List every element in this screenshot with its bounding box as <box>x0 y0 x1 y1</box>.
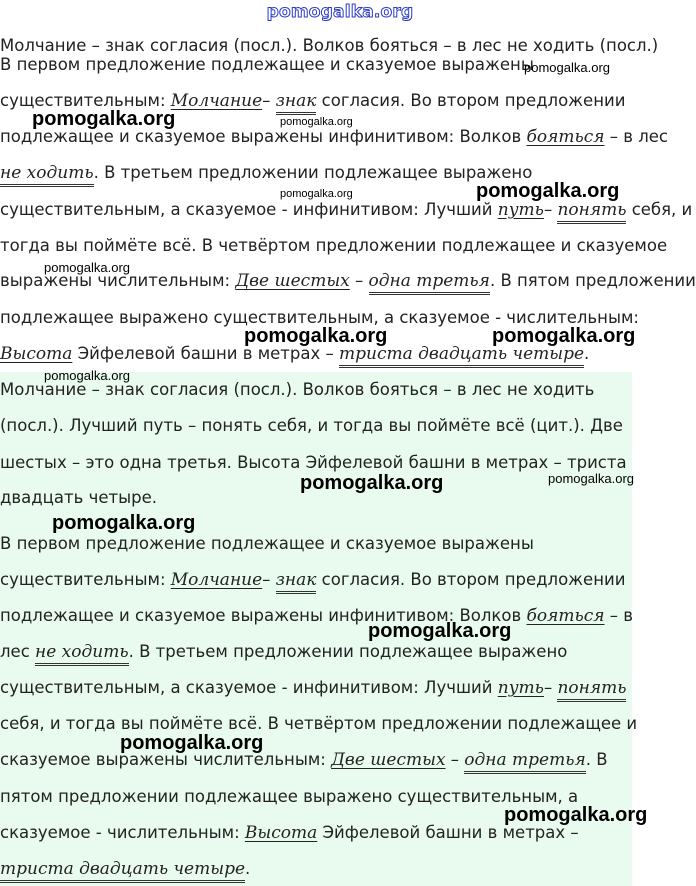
watermark: pomogalka.org <box>476 180 620 202</box>
watermark: pomogalka.org <box>244 325 388 347</box>
predicate: понять <box>557 200 626 224</box>
text-line: существительным: Молчание– знак согласия. Во втором предложении <box>0 91 625 111</box>
predicate: триста двадцать четыре <box>339 344 584 368</box>
text-line: пятом предложении подлежащее выражено существительным, а <box>0 787 579 806</box>
predicate: бояться <box>526 606 605 626</box>
predicate: знак <box>276 570 317 594</box>
text-line: Высота Эйфелевой башни в метрах – триста двадцать четыре. <box>0 344 589 364</box>
text-line: шестых – это одна третья. Высота Эйфелевой башни в метрах – триста <box>0 453 627 472</box>
watermark: pomogalka.org <box>44 368 130 383</box>
subject: Две шестых <box>235 271 350 291</box>
watermark: pomogalka.org <box>280 116 353 128</box>
subject: Молчание <box>170 570 263 590</box>
subject: Высота <box>0 344 73 364</box>
subject: Высота <box>244 823 318 843</box>
subject: путь <box>497 678 544 698</box>
text-line: подлежащее и сказуемое выражены инфинитивом: Волков бояться – в лес <box>0 127 668 147</box>
subject: Две шестых <box>331 750 446 770</box>
text-line: лес не ходить. В третьем предложении подлежащее выражено <box>0 642 567 662</box>
text-line: (посл.). Лучший путь – понять себя, и тогда вы поймёте всё (цит.). Две <box>0 416 623 435</box>
text-line: сказуемое выражены числительным: Две шестых – одна третья. В <box>0 750 608 770</box>
text-line: двадцать четыре. <box>0 488 157 507</box>
watermark: pomogalka.org <box>32 108 176 130</box>
text-line: существительным, а сказуемое - инфинитивом: Лучший путь– понять <box>0 678 626 698</box>
predicate: триста двадцать четыре <box>0 859 245 883</box>
text-line: существительным, а сказуемое - инфинитивом: Лучший путь– понять себя, и <box>0 200 692 220</box>
text-line: триста двадцать четыре. <box>0 859 250 879</box>
predicate: знак <box>276 91 317 115</box>
predicate: бояться <box>526 127 605 147</box>
text-line: существительным: Молчание– знак согласия. Во втором предложении <box>0 570 625 590</box>
watermark: pomogalka.org <box>120 732 264 754</box>
predicate: одна третья <box>369 271 490 295</box>
text-line: В первом предложение подлежащее и сказуемое выражены <box>0 534 534 553</box>
text-line: тогда вы поймёте всё. В четвёртом предложении подлежащее и сказуемое <box>0 236 668 255</box>
text-line: В первом предложение подлежащее и сказуемое выражены <box>0 55 534 74</box>
text-line: выражены числительным: Две шестых – одна третья. В пятом предложении <box>0 271 696 291</box>
watermark: pomogalka.org <box>504 804 648 826</box>
text-line: подлежащее и сказуемое выражены инфинитивом: Волков бояться – в <box>0 606 633 626</box>
watermark: pomogalka.org <box>44 260 130 275</box>
cut-off-line: Молчание – знак согласия (посл.). Волков бояться – в лес не ходить (посл.) <box>0 36 659 55</box>
text-line: сказуемое - числительным: Высота Эйфелевой башни в метрах – <box>0 823 579 843</box>
predicate: одна третья <box>464 750 585 774</box>
watermark: pomogalka.org <box>280 188 353 200</box>
watermark: pomogalka.org <box>300 472 444 494</box>
predicate: не ходить <box>35 642 129 666</box>
text-line: Молчание – знак согласия (посл.). Волков бояться – в лес не ходить <box>0 380 595 399</box>
subject: путь <box>497 200 544 220</box>
watermark: pomogalka.org <box>52 512 196 534</box>
text-line: не ходить. В третьем предложении подлежащее выражено <box>0 163 532 183</box>
watermark: pomogalka.org <box>524 60 610 75</box>
predicate: не ходить <box>0 163 94 187</box>
predicate: понять <box>557 678 626 702</box>
site-header-logo[interactable]: pomogalka.org <box>266 2 414 22</box>
watermark: pomogalka.org <box>492 325 636 347</box>
subject: Молчание <box>170 91 263 111</box>
text-line: себя, и тогда вы поймёте всё. В четвёртом предложении подлежащее и <box>0 714 638 733</box>
watermark: pomogalka.org <box>548 471 634 486</box>
text-line: подлежащее выражено существительным, а сказуемое - числительным: <box>0 308 639 327</box>
watermark: pomogalka.org <box>368 620 512 642</box>
